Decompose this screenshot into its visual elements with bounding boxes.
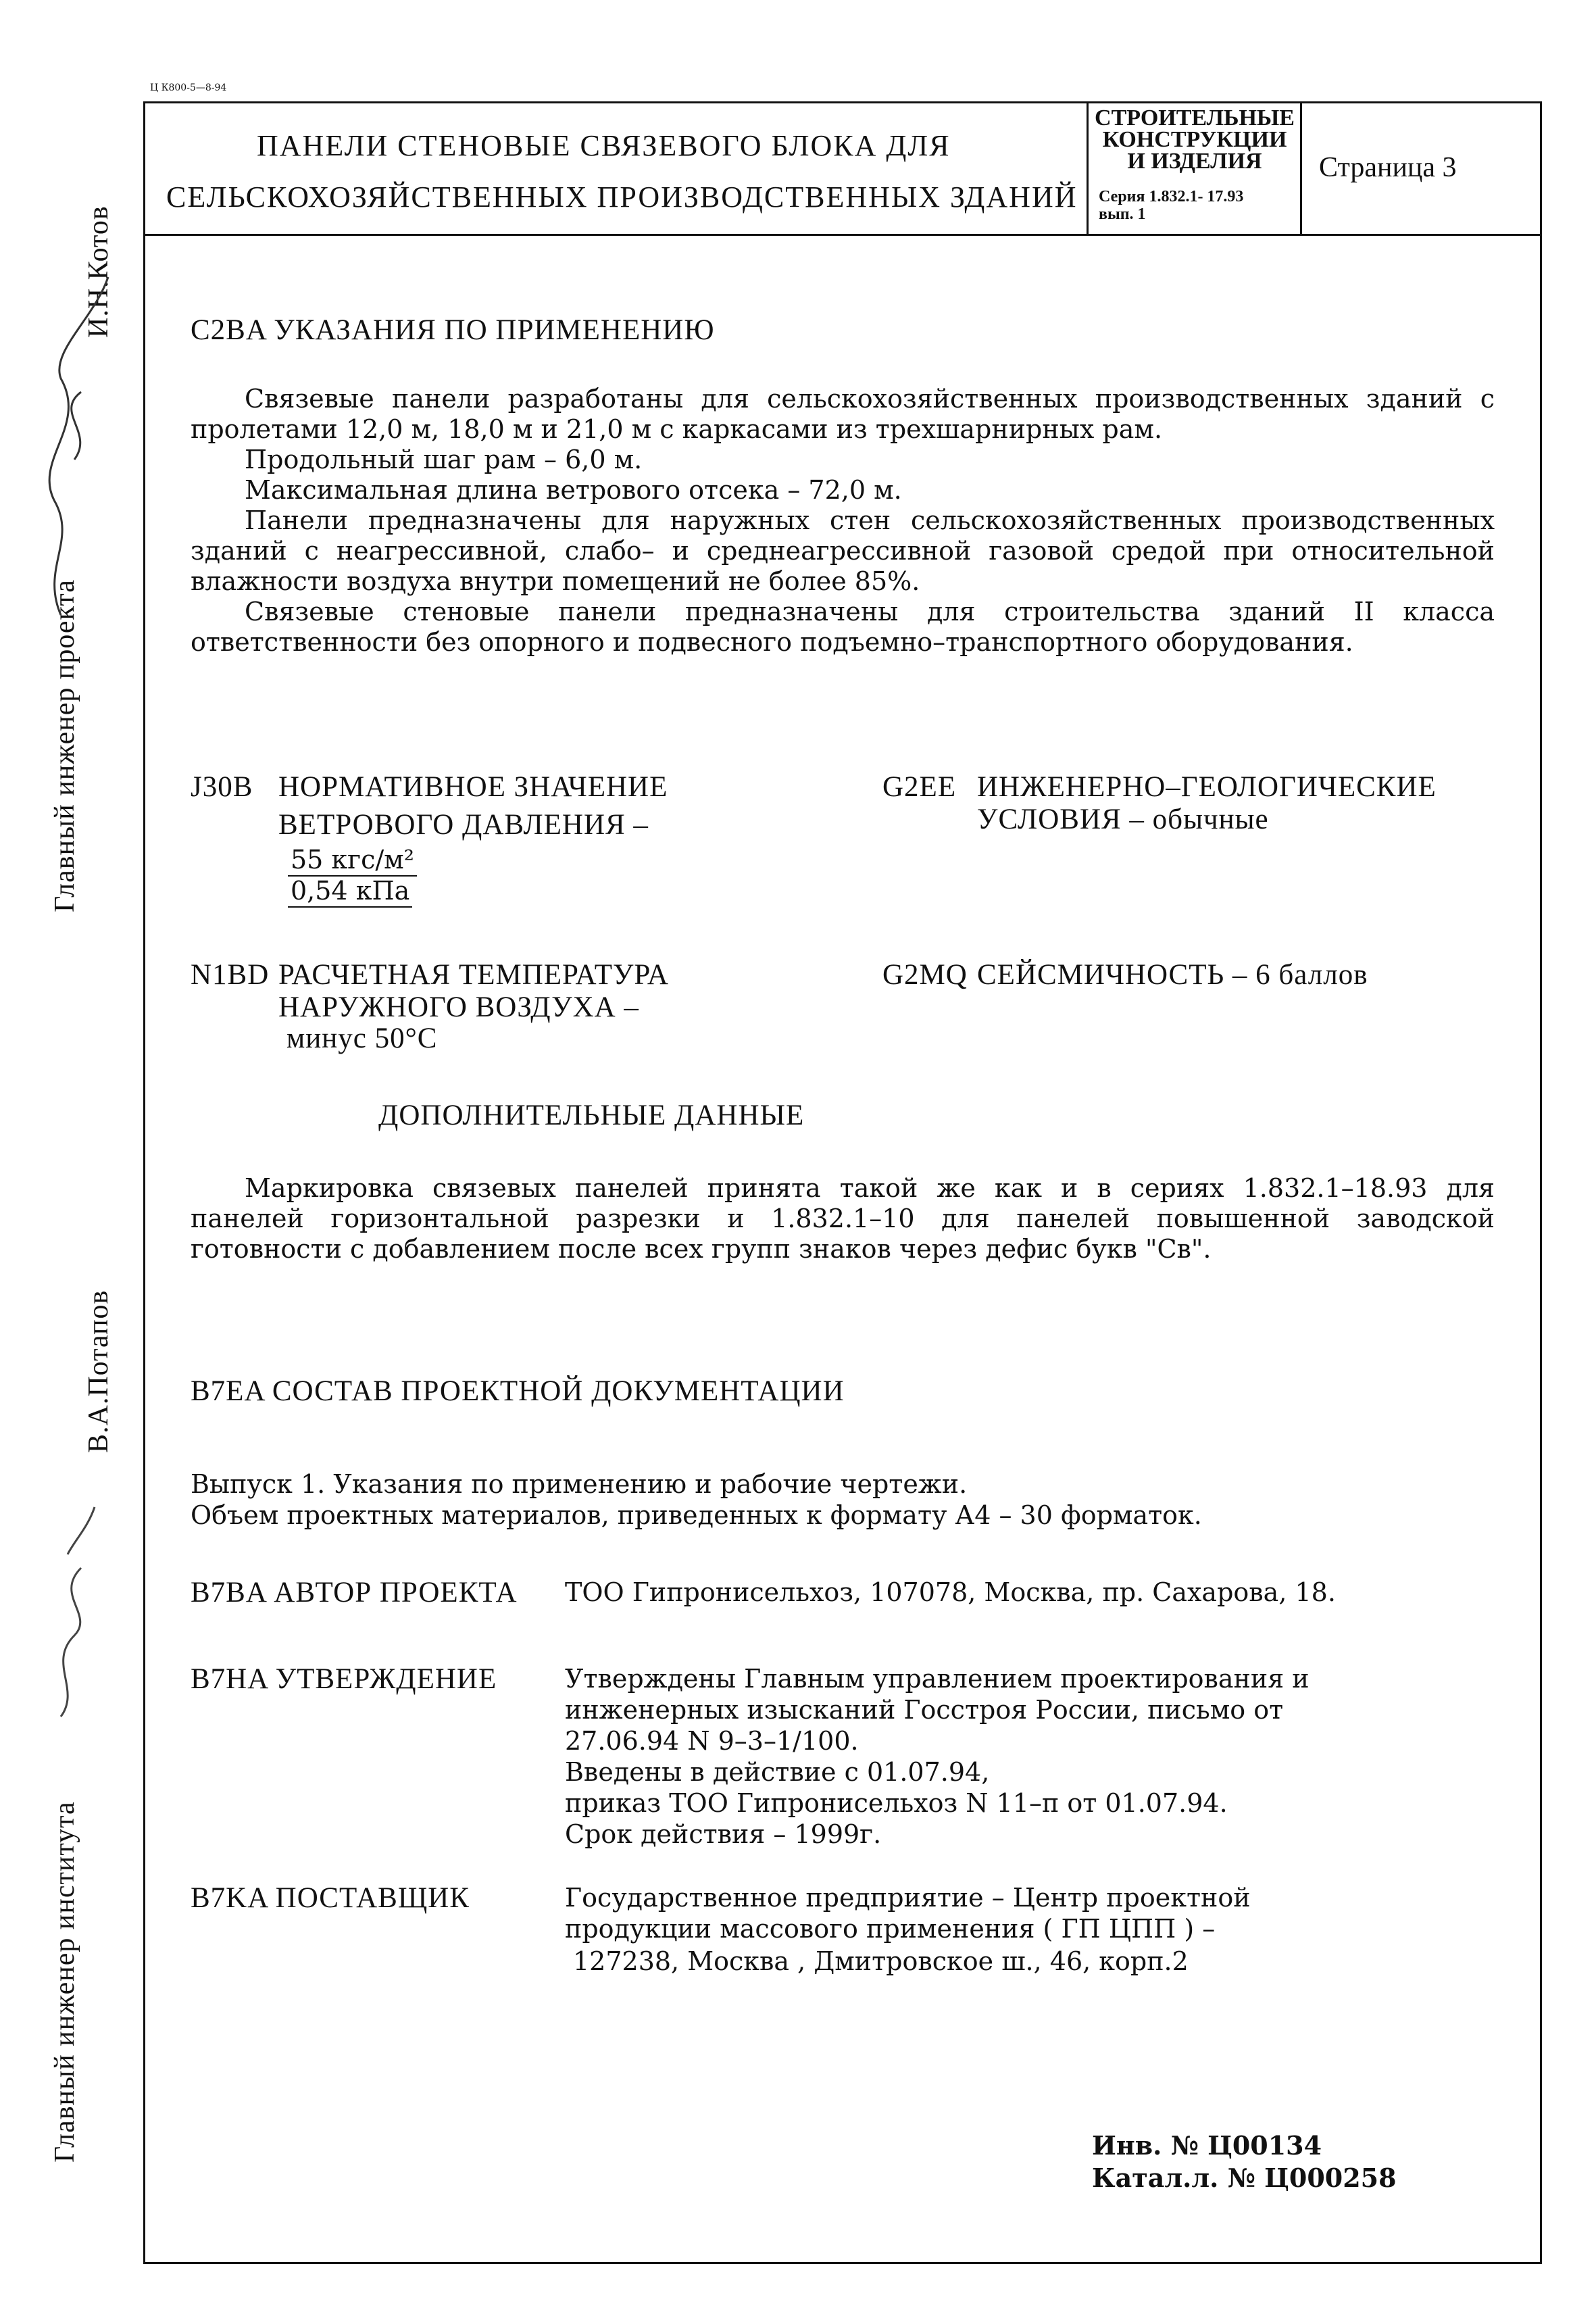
c2ba-paragraph-3: Максимальная длина ветрового отсека – 72,0 м. [245, 475, 902, 505]
b7ka-code: B7KA ПОСТАВЩИК [191, 1882, 470, 1914]
stamp-line1: СТРОИТЕЛЬНЫЕ [1095, 105, 1295, 130]
extra-body [191, 1173, 1495, 1264]
b7ha-line3: 27.06.94 N 9–3–1/100. [565, 1726, 859, 1756]
section-c2ba-heading: C2BA УКАЗАНИЯ ПО ПРИМЕНЕНИЮ [191, 314, 715, 346]
b7ka-line1: Государственное предприятие – Центр проектной [565, 1883, 1251, 1913]
j30b-value1: 55 кгс/м² [288, 845, 417, 877]
header-divider [143, 234, 1542, 236]
j30b-line2: ВЕТРОВОГО ДАВЛЕНИЯ – [278, 809, 649, 841]
stamp-series: Серия 1.832.1- 17.93 [1099, 188, 1244, 205]
n1bd-code: N1BD [191, 959, 270, 991]
b7ba-code: B7BA АВТОР ПРОЕКТА [191, 1577, 518, 1608]
inventory-number: Инв. № Ц00134 [1092, 2130, 1322, 2161]
b7ha-code: B7HA УТВЕРЖДЕНИЕ [191, 1663, 497, 1695]
g2mq-code: G2MQ [882, 959, 968, 991]
c2ba-paragraph-2: Продольный шаг рам – 6,0 м. [245, 445, 643, 474]
b7ha-line5: приказ ТОО Гипронисельхоз N 11–п от 01.07.94. [565, 1788, 1228, 1818]
j30b-code: J30B [191, 771, 253, 803]
b7ha-line2: инженерных изысканий Госстроя России, письмо от [565, 1695, 1284, 1725]
extra-paragraph: Маркировка связевых панелей принята такой же как и в сериях 1.832.1–18.93 для панелей горизонтальной разрезки и 1.832.1–10 для панелей повышенной заводской готовности с добавлением после всех групп знаков через дефис букв "Св". [191, 1173, 1495, 1264]
n1bd-line1: РАСЧЕТНАЯ ТЕМПЕРАТУРА [278, 959, 669, 991]
header-divider-vertical [1087, 101, 1089, 234]
g2ee-code: G2EE [882, 771, 957, 803]
document-reference: Ц К800-5—8-94 [150, 82, 227, 93]
section-c2ba-body [191, 384, 1495, 658]
c2ba-paragraph-5: Связевые стеновые панели предназначены для строительства зданий II класса ответственности без опорного и подвесного подъемно–транспортного оборудования. [191, 597, 1495, 657]
b7ka-line3: 127238, Москва , Дмитровское ш., 46, корп.2 [573, 1946, 1189, 1976]
j30b-value2: 0,54 кПа [288, 876, 412, 908]
chief-engineer-institute-label: Главный инженер института [49, 1801, 80, 2163]
header-divider-vertical [1300, 101, 1302, 234]
n1bd-line2: НАРУЖНОГО ВОЗДУХА – [278, 991, 639, 1023]
j30b-line1: НОРМАТИВНОЕ ЗНАЧЕНИЕ [278, 771, 668, 803]
g2ee-line2: УСЛОВИЯ – обычные [977, 804, 1269, 835]
page-title-line1: ПАНЕЛИ СТЕНОВЫЕ СВЯЗЕВОГО БЛОКА ДЛЯ [257, 129, 951, 162]
b7ea-line2: Объем проектных материалов, приведенных к формату А4 – 30 форматок. [191, 1500, 1202, 1530]
b7ba-text: ТОО Гипронисельхоз, 107078, Москва, пр. Сахарова, 18. [565, 1577, 1336, 1607]
page-number: Страница 3 [1319, 152, 1457, 183]
g2ee-line1: ИНЖЕНЕРНО–ГЕОЛОГИЧЕСКИЕ [977, 771, 1437, 803]
b7ea-line1: Выпуск 1. Указания по применению и рабочие чертежи. [191, 1469, 968, 1499]
catalog-number: Катал.л. № Ц000258 [1092, 2163, 1397, 2193]
b7ha-line4: Введены в действие с 01.07.94, [565, 1757, 990, 1787]
stamp-line2: КОНСТРУКЦИИ [1102, 127, 1287, 152]
b7ka-line2: продукции массового применения ( ГП ЦПП ) – [565, 1914, 1216, 1944]
b7ha-line6: Срок действия – 1999г. [565, 1819, 882, 1849]
chief-engineer-project-name: И.Н.Котов [83, 205, 114, 338]
b7ea-heading: B7EA СОСТАВ ПРОЕКТНОЙ ДОКУМЕНТАЦИИ [191, 1375, 845, 1407]
page-title-line2: СЕЛЬСКОХОЗЯЙСТВЕННЫХ ПРОИЗВОДСТВЕННЫХ ЗДАНИЙ [166, 180, 1078, 214]
c2ba-paragraph-1: Связевые панели разработаны для сельскохозяйственных производственных зданий с пролетами 12,0 м, 18,0 м и 21,0 м с каркасами из трехшарнирных рам. [191, 384, 1495, 444]
stamp-issue: вып. 1 [1099, 205, 1146, 223]
chief-engineer-institute-name: В.А.Потапов [83, 1289, 114, 1453]
b7ha-line1: Утверждены Главным управлением проектирования и [565, 1664, 1310, 1694]
signature-project [14, 257, 122, 635]
n1bd-line3: минус 50°С [286, 1023, 438, 1054]
chief-engineer-project-label: Главный инженер проекта [49, 579, 80, 912]
stamp-line3: И ИЗДЕЛИЯ [1127, 149, 1262, 174]
g2mq-text: СЕЙСМИЧНОСТЬ – 6 баллов [977, 959, 1368, 991]
c2ba-paragraph-4: Панели предназначены для наружных стен сельскохозяйственных производственных зданий с неагрессивной, слабо– и среднеагрессивной газовой средой при относительной влажности воздуха внутри помещений не более 85%. [191, 506, 1495, 596]
extra-heading: ДОПОЛНИТЕЛЬНЫЕ ДАННЫЕ [378, 1100, 805, 1131]
signature-institute [20, 1487, 122, 1730]
